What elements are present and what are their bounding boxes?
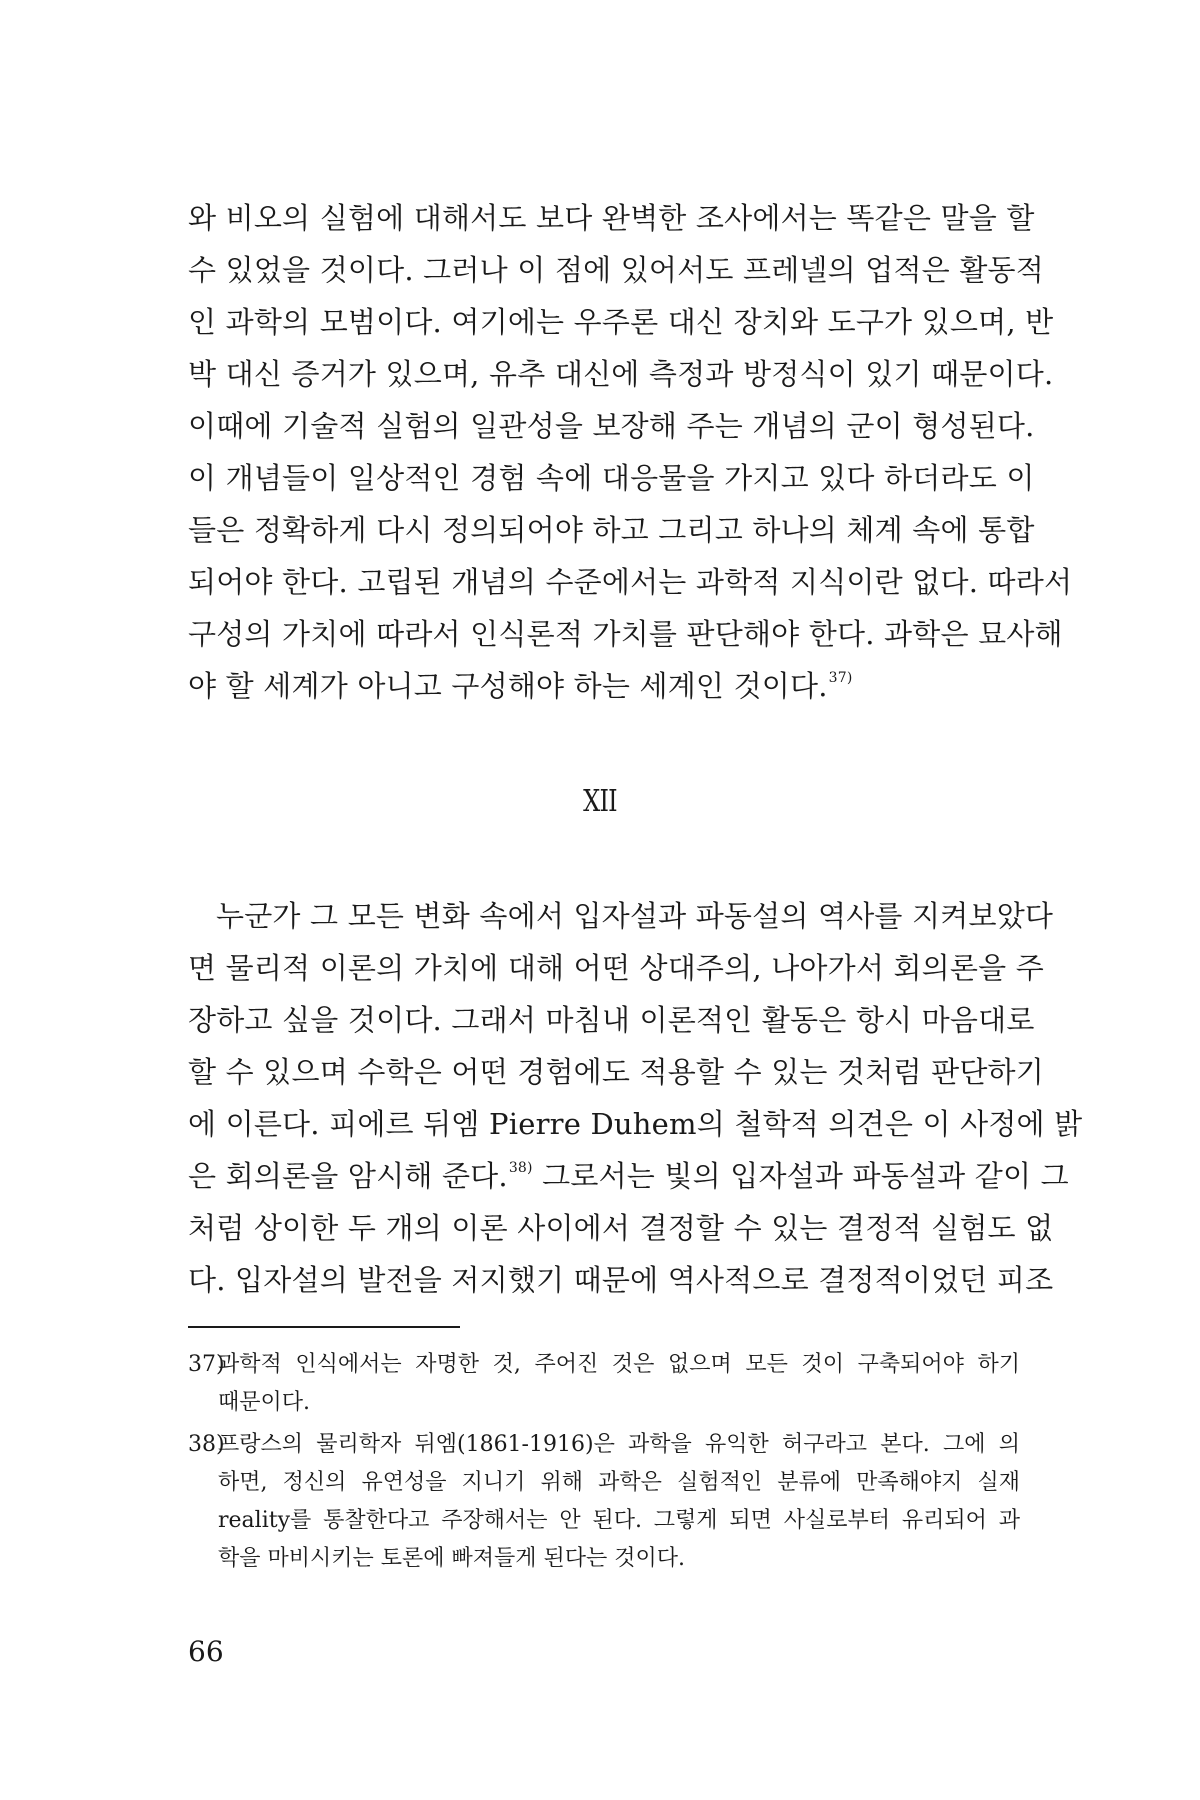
footnote-38	[188, 1426, 1020, 1578]
footnotes	[188, 1346, 1020, 1582]
text-fragment: 은 회의론을 암시해 준다.	[188, 1159, 508, 1193]
footnote-ref-37[interactable]: 37)	[828, 670, 853, 686]
text-line: 이때에 기술적 실험의 일관성을 보장해 주는 개념의 군이 형성된다.	[188, 409, 1035, 443]
body-paragraph-1	[188, 192, 1073, 712]
footnote-line: 때문이다.	[218, 1390, 311, 1415]
text-line: 처럼 상이한 두 개의 이론 사이에서 결정할 수 있는 결정적 실험도 없	[188, 1211, 1054, 1245]
section-heading: XII	[583, 784, 617, 819]
footnote-ref-38[interactable]: 38)	[508, 1160, 533, 1176]
text-line: 이 개념들이 일상적인 경험 속에 대응물을 가지고 있다 하더라도 이	[188, 461, 1035, 495]
text-line: 면 물리적 이론의 가치에 대해 어떤 상대주의, 나아가서 회의론을 주	[188, 951, 1044, 985]
footnote-line: reality를 통찰한다고 주장해서는 안 된다. 그렇게 되면 사실로부터 유리되어 과	[218, 1508, 1020, 1533]
text-line: 누군가 그 모든 변화 속에서 입자설과 파동설의 역사를 지켜보았다	[216, 899, 1054, 933]
text-line: 인 과학의 모범이다. 여기에는 우주론 대신 장치와 도구가 있으며, 반	[188, 305, 1054, 339]
text-line: 와 비오의 실험에 대해서도 보다 완벽한 조사에서는 똑같은 말을 할	[188, 201, 1035, 235]
footnote-number: 37)	[188, 1352, 225, 1377]
page-number: 66	[188, 1635, 224, 1668]
footnote-number: 38)	[188, 1432, 225, 1457]
text-fragment: 야 할 세계가 아니고 구성해야 하는 세계인 것이다.	[188, 669, 828, 703]
text-line-last	[188, 660, 1020, 712]
text-line: 장하고 싶을 것이다. 그래서 마침내 이론적인 활동은 항시 마음대로	[188, 1003, 1035, 1037]
footnote-line: 프랑스의 물리학자 뒤엠(1861-1916)은 과학을 유익한 허구라고 본다. 그에 의	[218, 1432, 1020, 1457]
body-paragraph-2	[188, 890, 1083, 1306]
text-line: 수 있었을 것이다. 그러나 이 점에 있어서도 프레넬의 업적은 활동적	[188, 253, 1044, 287]
text-line	[188, 1150, 1069, 1202]
text-line: 구성의 가치에 따라서 인식론적 가치를 판단해야 한다. 과학은 묘사해	[188, 617, 1063, 651]
text-line: 에 이른다. 피에르 뒤엠 Pierre Duhem의 철학적 의견은 이 사정에 밝	[188, 1107, 1083, 1141]
text-line: 되어야 한다. 고립된 개념의 수준에서는 과학적 지식이란 없다. 따라서	[188, 565, 1073, 599]
footnote-37	[188, 1346, 1020, 1422]
text-fragment: 그로서는 빛의 입자설과 파동설과 같이 그	[532, 1159, 1069, 1193]
footnote-line: 학을 마비시키는 토론에 빠져들게 된다는 것이다.	[218, 1546, 686, 1571]
text-line: 다. 입자설의 발전을 저지했기 때문에 역사적으로 결정적이었던 피조	[188, 1263, 1054, 1297]
footnote-divider	[188, 1326, 460, 1328]
footnote-line: 과학적 인식에서는 자명한 것, 주어진 것은 없으며 모든 것이 구축되어야 하기	[218, 1352, 1020, 1377]
text-line: 들은 정확하게 다시 정의되어야 하고 그리고 하나의 체계 속에 통합	[188, 513, 1035, 547]
text-line: 박 대신 증거가 있으며, 유추 대신에 측정과 방정식이 있기 때문이다.	[188, 357, 1054, 391]
text-line: 할 수 있으며 수학은 어떤 경험에도 적용할 수 있는 것처럼 판단하기	[188, 1055, 1044, 1089]
footnote-line: 하면, 정신의 유연성을 지니기 위해 과학은 실험적인 분류에 만족해야지 실재	[218, 1470, 1020, 1495]
